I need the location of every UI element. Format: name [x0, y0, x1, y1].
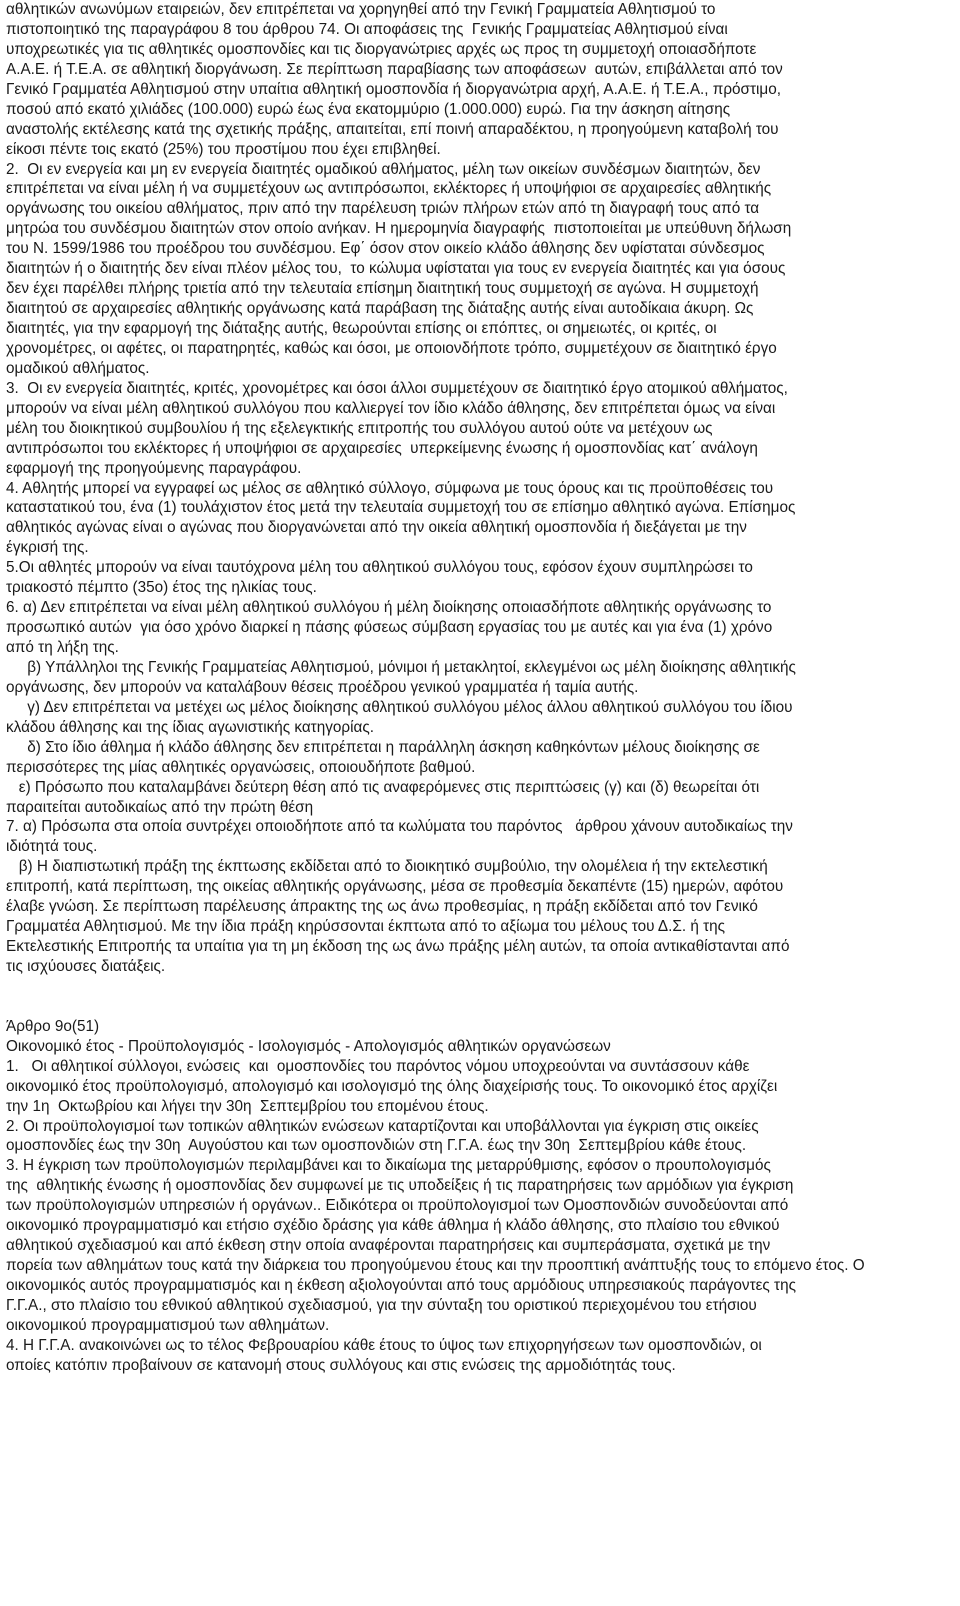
- article-8-text-line: έγκρισή της.: [6, 539, 89, 557]
- article-9-text-line: Οικονομικό έτος - Προϋπολογισμός - Ισολογισμός - Απολογισμός αθλητικών οργανώσεων: [6, 1037, 611, 1055]
- article-8-text-line: περισσότερες της μίας αθλητικές οργανώσεις, οποιουδήποτε βαθμού.: [6, 758, 476, 776]
- article-9-text-line: αθλητικού σχεδιασμού και από έκθεση στην οποία αναφέρονται παρατηρήσεις και συμπεράσματα, σχετικά με την: [6, 1237, 771, 1255]
- article-8-text-line: ομαδικού αθλήματος.: [6, 359, 150, 377]
- article-8-text-line: καταστατικού του, ένα (1) τουλάχιστον έτος μετά την τελευταία συμμετοχή του σε επίσημο αθλητικό αγώνα. Επίσημος: [6, 499, 796, 517]
- article-8-text-line: δεν έχει παρέλθει πλήρης τριετία από την τελευταία επίσημη διαιτητική τους συμμετοχή σε αγώνα. Η συμμετοχή: [6, 280, 759, 298]
- article-8-text-line: του Ν. 1599/1986 του προέδρου του συνδέσμου. Εφ΄ όσον στον οικείο κλάδο άθλησης δεν υφίσταται σύνδεσμος: [6, 240, 765, 258]
- article-8-text-line: 3. Οι εν ενεργεία διαιτητές, κριτές, χρονομέτρες και όσοι άλλοι συμμετέχουν σε διαιτητικό έργο ατομικού αθλήματος,: [6, 379, 788, 397]
- article-8-text-line: προσωπικό αυτών για όσο χρόνο διαρκεί η πάσης φύσεως σύμβαση εργασίας του με αυτές και για ένα (1) χρόνο: [6, 619, 773, 637]
- article-8-text-line: αναστολής εκτέλεσης κατά της σχετικής πράξης, απαιτείται, επί ποινή απαραδέκτου, η προηγούμενη καταβολή του: [6, 120, 779, 138]
- article-9-text-line: 2. Οι προϋπολογισμοί των τοπικών αθλητικών ενώσεων καταρτίζονται και υποβάλλονται για έγκριση στις οικείες: [6, 1117, 759, 1135]
- article-8-text-line: υποχρεωτικές για τις αθλητικές ομοσπονδίες και τις διοργανώτριες αρχές ως προς τη συμμετοχή οποιασδήποτε: [6, 40, 757, 58]
- article-8-text-line: παραιτείται αυτοδικαίως από την πρώτη θέση: [6, 798, 314, 816]
- article-9-text-line: 4. Η Γ.Γ.Α. ανακοινώνει ως το τέλος Φεβρουαρίου κάθε έτους το ύψος των επιχορηγήσεων των ομοσπονδιών, οι: [6, 1336, 762, 1354]
- article-8-text-line: αθλητικός αγώνας είναι ο αγώνας που διοργανώνεται από την οικεία αθλητική ομοσπονδία ή διεξάγεται με την: [6, 519, 747, 537]
- article-9-text-line: 1. Οι αθλητικοί σύλλογοι, ενώσεις και ομοσπονδίες του παρόντος νόμου υποχρεούνται να συντάσσουν κάθε: [6, 1057, 750, 1075]
- article-8-text-line: χρονομέτρες, οι αφέτες, οι παρατηρητές, καθώς και όσοι, με οποιονδήποτε τρόπο, συμμετέχουν σε διαιτητικό έργο: [6, 339, 777, 357]
- article-9-text-line: οικονομικός αυτός προγραμματισμός και η έκθεση αξιολογούνται από τους αρμόδιους υπηρεσιακούς παράγοντες της: [6, 1277, 796, 1295]
- article-8-text-line: Γραμματέα Αθλητισμού. Με την ίδια πράξη κηρύσσονται έκπτωτα από το αξίωμα του μέλους του Δ.Σ. ή της: [6, 918, 726, 936]
- article-8-text-line: αθλητικών ανωνύμων εταιρειών, δεν επιτρέπεται να χορηγηθεί από την Γενική Γραμματεία Αθλητισμού το: [6, 1, 716, 18]
- article-9-text-line: της αθλητικής ένωσης ή ομοσπονδίας δεν συμφωνεί με τις υποδείξεις ή τις παρατηρήσεις των αρμόδιων για έγκριση: [6, 1177, 794, 1195]
- article-9-text-line: οικονομικού προγραμματισμού των αθλημάτων.: [6, 1316, 330, 1334]
- article-8-text-line: ποσού από εκατό χιλιάδες (100.000) ευρώ έως ένα εκατομμύριο (1.000.000) ευρώ. Για την άσκηση αίτησης: [6, 100, 731, 118]
- article-8-text-line: έλαβε γνώση. Σε περίπτωση παρέλευσης άπρακτης της ως άνω προθεσμίας, η πράξη εκδίδεται από τον Γενικό: [6, 898, 758, 916]
- article-8-text-line: 2. Οι εν ενεργεία και μη εν ενεργεία διαιτητές ομαδικού αθλήματος, μέλη των οικείων συνδέσμων διαιτητών, δεν: [6, 160, 761, 178]
- article-8-text-line: γ) Δεν επιτρέπεται να μετέχει ως μέλος διοίκησης αθλητικού συλλόγου μέλος άλλου αθλητικού συλλόγου του ίδιου: [6, 698, 793, 716]
- article-8-text-line: διαιτητές, για την εφαρμογή της διάταξης αυτής, θεωρούνται επίσης οι επόπτες, οι σημειωτές, οι κριτές, οι: [6, 320, 717, 337]
- article-8-text-line: αντιπρόσωποι του εκλέκτορες ή υποψήφιοι σε αρχαιρεσίες υπερκείμενης ένωσης ή ομοσπονδίας κατ΄ ανάλογη: [6, 439, 758, 457]
- article-8-text-line: τριακοστό πέμπτο (35ο) έτος της ηλικίας τους.: [6, 579, 317, 597]
- article-8-text-line: Γενικό Γραμματέα Αθλητισμού στην υπαίτια αθλητική ομοσπονδία ή διοργανώτρια αρχή, Α.Α.Ε. ή Τ.Ε.Α., πρόστιμο,: [6, 80, 782, 98]
- article-8-text-line: διαιτητού σε αρχαιρεσίες αθλητικής οργάνωσης κατά παράβαση της διάταξης αυτής είναι αυτοδίκαια άκυρη. Ως: [6, 300, 754, 318]
- article-9-text-line: οποίες κατόπιν προβαίνουν σε κατανομή στους συλλόγους και στις ενώσεις της αρμοδιότητάς τους.: [6, 1356, 676, 1374]
- article-8-text-line: μέλη του διοικητικού συμβουλίου ή της εξελεγκτικής επιτροπής του συλλόγου αυτού ούτε να μετέχουν ως: [6, 419, 713, 437]
- article-8-text-line: Εκτελεστικής Επιτροπής τα υπαίτια για τη μη έκδοση της ως άνω πράξης μέλη αυτών, τα οποία αντικαθίστανται από: [6, 938, 790, 956]
- article-8-text-line: επιτρέπεται να είναι μέλη ή να συμμετέχουν ως αντιπρόσωποι, εκλέκτορες ή υποψήφιοι σε αρχαιρεσίες αθλητικής: [6, 180, 772, 198]
- article-8-continuation: [6, 0, 956, 977]
- article-9-text-line: των προϋπολογισμών υπηρεσιών ή οργάνων.. Ειδικότερα οι προϋπολογισμοί των Ομοσπονδιών συνοδεύονται από: [6, 1197, 789, 1215]
- article-8-text-line: οργάνωσης του οικείου αθλήματος, πριν από την παρέλευση τριών πλήρων ετών από τη διαγραφή τους από τα: [6, 200, 760, 218]
- article-8-text-line: β) Υπάλληλοι της Γενικής Γραμματείας Αθλητισμού, μόνιμοι ή μετακλητοί, εκλεγμένοι ως μέλη διοίκησης αθλητικής: [6, 658, 796, 676]
- article-8-text-line: 5.Οι αθλητές μπορούν να είναι ταυτόχρονα μέλη του αθλητικού συλλόγου τους, εφόσον έχουν συμπληρώσει το: [6, 559, 753, 577]
- article-8-text-line: από τη λήξη της.: [6, 639, 119, 656]
- article-8-text-line: διαιτητών ή ο διαιτητής δεν είναι πλέον μέλος του, το κώλυμα υφίσταται για τους εν ενεργεία διαιτητές και για όσους: [6, 260, 786, 278]
- article-8-text-line: β) Η διαπιστωτική πράξη της έκπτωσης εκδίδεται από το διοικητικό συμβούλιο, την ολομέλεια ή την εκτελεστική: [6, 858, 768, 876]
- article-8-text-line: 6. α) Δεν επιτρέπεται να είναι μέλη αθλητικού συλλόγου ή μέλη διοίκησης οποιασδήποτε αθλητικής οργάνωσης το: [6, 599, 772, 617]
- article-9-text-line: Γ.Γ.Α., στο πλαίσιο του εθνικού αθλητικού σχεδιασμού, για την σύνταξη του οριστικού περιεχομένου του ετήσιου: [6, 1296, 757, 1314]
- article-9-text-line: την 1η Οκτωβρίου και λήγει την 30η Σεπτεμβρίου του επομένου έτους.: [6, 1097, 489, 1115]
- article-8-text-line: 7. α) Πρόσωπα στα οποία συντρέχει οποιοδήποτε από τα κωλύματα του παρόντος άρθρου χάνουν αυτοδικαίως την: [6, 818, 793, 836]
- article-8-text-line: ε) Πρόσωπο που καταλαμβάνει δεύτερη θέση από τις αναφερόμενες στις περιπτώσεις (γ) και (δ) θεωρείται ότι: [6, 778, 760, 796]
- article-9-text-line: οικονομικό έτος προϋπολογισμό, απολογισμό και ισολογισμό της όλης διαχείρισής τους. Το οικονομικό έτος αρχίζει: [6, 1077, 778, 1095]
- document-page: [6, 0, 956, 1376]
- article-9-text-line: οικονομικό προγραμματισμό και ετήσιο σχέδιο δράσης για κάθε άθλημα ή κλάδο άθλησης, στο πλαίσιο του εθνικού: [6, 1217, 780, 1235]
- article-8-text-line: ιδιότητά τους.: [6, 838, 98, 856]
- article-8-text-line: εφαρμογή της προηγούμενης παραγράφου.: [6, 459, 302, 477]
- article-9: [6, 1017, 956, 1376]
- article-9-text-line: Άρθρο 9ο(51): [6, 1017, 100, 1035]
- article-8-text-line: μητρώα του συνδέσμου διαιτητών στον οποίο ανήκαν. Η ημερομηνία διαγραφής πιστοποιείται με υπεύθυνη δήλωση: [6, 220, 792, 238]
- article-8-text-line: τις ισχύουσες διατάξεις.: [6, 958, 166, 975]
- article-8-text-line: πιστοποιητικό της παραγράφου 8 του άρθρου 74. Οι αποφάσεις της Γενικής Γραμματείας Αθλητισμού είναι: [6, 20, 728, 38]
- article-8-text-line: κλάδου άθλησης και της ίδιας αγωνιστικής κατηγορίας.: [6, 718, 374, 736]
- article-9-text-line: πορεία των αθλημάτων τους κατά την διάρκεια του προηγούμενου έτους και την προοπτική ανάπτυξής τους το επόμενο έτος. Ο: [6, 1257, 865, 1275]
- article-8-text-line: μπορούν να είναι μέλη αθλητικού συλλόγου που καλλιεργεί τον ίδιο κλάδο άθλησης, δεν επιτρέπεται όμως να είναι: [6, 399, 776, 417]
- article-9-text-line: ομοσπονδίες έως την 30η Αυγούστου και των ομοσπονδιών στη Γ.Γ.Α. έως την 30η Σεπτεμβρίου κάθε έτους.: [6, 1137, 747, 1155]
- article-8-text-line: δ) Στο ίδιο άθλημα ή κλάδο άθλησης δεν επιτρέπεται η παράλληλη άσκηση καθηκόντων μέλους διοίκησης σε: [6, 738, 760, 756]
- article-8-text-line: Α.Α.Ε. ή Τ.Ε.Α. σε αθλητική διοργάνωση. Σε περίπτωση παραβίασης των αποφάσεων αυτών, επιβάλλεται από τον: [6, 60, 783, 78]
- article-8-text-line: είκοσι πέντε τοις εκατό (25%) του προστίμου που έχει επιβληθεί.: [6, 140, 441, 158]
- article-8-text-line: 4. Αθλητής μπορεί να εγγραφεί ως μέλος σε αθλητικό σύλλογο, σύμφωνα με τους όρους και τις προϋποθέσεις του: [6, 479, 774, 497]
- article-9-text-line: 3. Η έγκριση των προϋπολογισμών περιλαμβάνει και το δικαίωμα της μεταρρύθμισης, εφόσον ο προυπολογισμός: [6, 1157, 771, 1175]
- section-gap: [6, 977, 956, 1017]
- article-8-text-line: οργάνωσης, δεν μπορούν να καταλάβουν θέσεις προέδρου γενικού γραμματέα ή ταμία αυτής.: [6, 678, 639, 696]
- article-8-text-line: επιτροπή, κατά περίπτωση, της οικείας αθλητικής οργάνωσης, μέσα σε προθεσμία δεκαπέντε (15) ημερών, αφότου: [6, 878, 784, 896]
